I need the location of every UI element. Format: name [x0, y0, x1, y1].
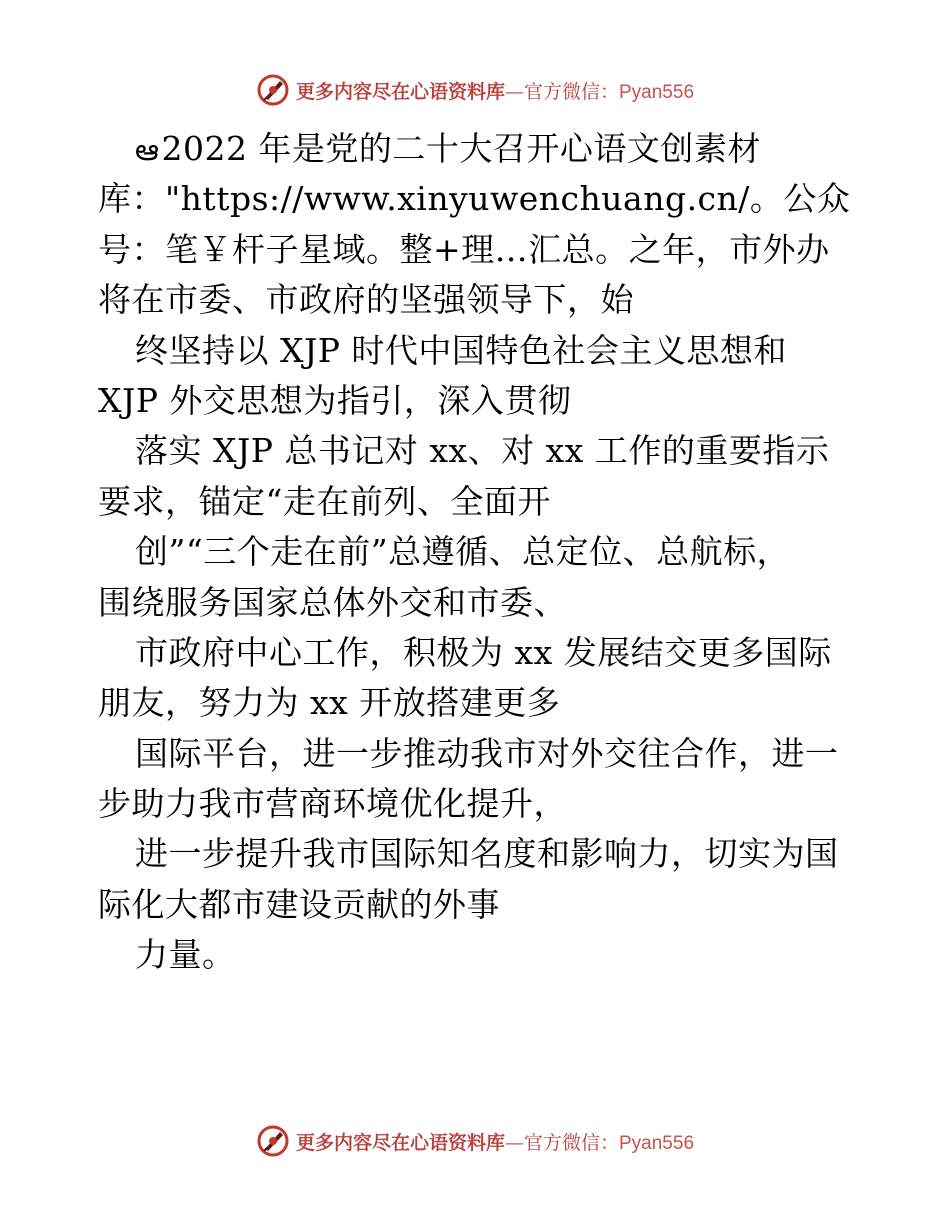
banner-separator: — — [504, 80, 524, 103]
body-line-3: 号：笔￥杆子星域。整+理…汇总。之年，市外办 — [98, 229, 830, 269]
swirl-symbol-icon: ఆ — [135, 133, 160, 168]
banner-wechat-label: 官方微信： — [523, 1131, 619, 1154]
footer-banner — [0, 1121, 950, 1161]
body-line-17: 力量。 — [135, 935, 236, 975]
header-banner — [0, 70, 950, 110]
body-line-8: 要求，锚定“走在前列、全面开 — [98, 481, 551, 521]
quill-logo-icon — [256, 73, 290, 107]
body-line-5: 终坚持以 XJP 时代中国特色社会主义思想和 — [135, 330, 787, 370]
body-line-9: 创”“三个走在前”总遵循、总定位、总航标， — [135, 532, 791, 572]
body-line-4: 将在市委、市政府的坚强领导下，始 — [98, 280, 634, 320]
body-line-7: 落实 XJP 总书记对 xx、对 xx 工作的重要指示 — [135, 431, 830, 471]
document-body — [98, 124, 858, 981]
banner-wechat-label: 官方微信： — [523, 80, 619, 103]
body-line-14: 步助力我市营商环境优化提升， — [98, 784, 567, 824]
quill-logo-icon — [256, 1124, 290, 1158]
body-line-1-text: 2022 年是党的二十大召开心语文创素材 — [161, 129, 761, 168]
body-line-13: 国际平台，进一步推动我市对外交往合作，进一 — [135, 733, 839, 773]
banner-wechat-id: Pyan556 — [619, 81, 695, 103]
banner-brand: 更多内容尽在心语资料库 — [295, 1131, 505, 1154]
banner-separator: — — [504, 1131, 524, 1154]
body-line-16: 际化大都市建设贡献的外事 — [98, 884, 500, 924]
banner-text — [296, 77, 694, 104]
banner-brand: 更多内容尽在心语资料库 — [295, 80, 505, 103]
body-line-11: 市政府中心工作，积极为 xx 发展结交更多国际 — [135, 632, 832, 672]
body-line-15: 进一步提升我市国际知名度和影响力，切实为国 — [135, 834, 839, 874]
body-line-12: 朋友，努力为 xx 开放搭建更多 — [98, 683, 561, 723]
body-line-6: XJP 外交思想为指引，深入贯彻 — [98, 380, 572, 420]
banner-wechat-id: Pyan556 — [619, 1132, 695, 1154]
body-line-10: 围绕服务国家总体外交和市委、 — [98, 582, 567, 622]
body-line-2: 库："https://www.xinyuwenchuang.cn/。公众 — [98, 179, 851, 219]
body-line-1 — [98, 124, 858, 174]
banner-text — [296, 1128, 694, 1155]
